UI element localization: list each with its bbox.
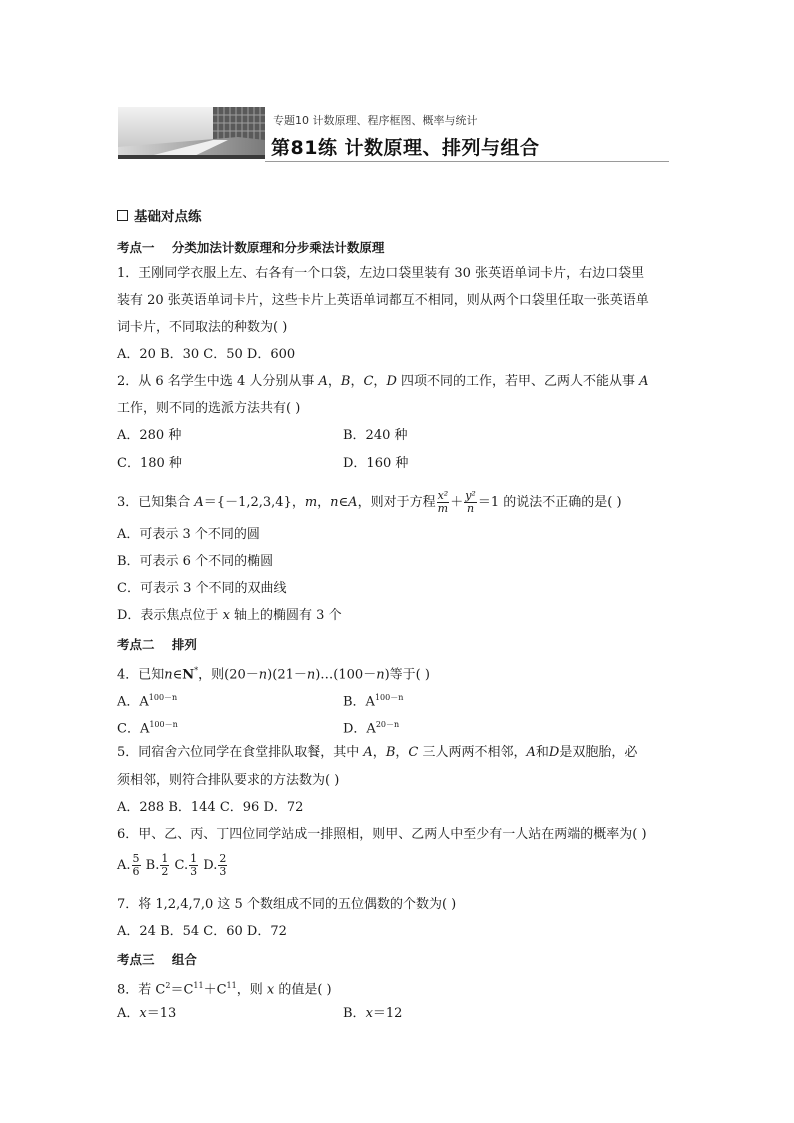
q5-text-d: 是双胞胎，必 [559, 745, 638, 760]
q4-N: N [182, 667, 195, 683]
q3-fraction-x [437, 490, 450, 515]
q7-line1: 7．将 1,2,4,7,0 这 5 个数组成不同的五位偶数的个数为( ) [117, 897, 457, 912]
q5-var-a2: A [526, 745, 536, 760]
q8-text-c: ＋C [203, 982, 227, 998]
q8-b-var: x [365, 1006, 373, 1021]
q6-d-den: 3 [219, 865, 227, 878]
q6-frac-a [132, 853, 141, 878]
q4-star: * [194, 666, 199, 675]
q5-var-c: C [408, 745, 419, 760]
header-subtitle: 专题10 计数原理、程序框图、概率与统计 [273, 114, 478, 127]
q8-a-var: x [139, 1006, 147, 1021]
q4-mid2: )(21－ [267, 667, 307, 683]
q8-sup1: 2 [165, 981, 171, 990]
q4-c-sup: 100－n [149, 720, 178, 729]
q3-in: ∈ [338, 495, 349, 510]
kaodian-2: 考点二 排列 [117, 637, 197, 652]
q8-sup2: 11 [193, 981, 204, 990]
q2-option-c: C．180 种 [117, 456, 182, 471]
kaodian-1: 考点一 分类加法计数原理和分步乘法计数原理 [117, 240, 385, 255]
q2-text-b: 四项不同的工作，若甲、乙两人不能从事 [396, 374, 640, 389]
q6-d-num: 2 [219, 852, 227, 865]
page-title: 第81练 计数原理、排列与组合 [271, 137, 540, 159]
q3-var-m: m [304, 495, 318, 510]
q2-var-a2: A [639, 374, 649, 389]
header-divider [265, 161, 669, 162]
q8-b-label: B． [343, 1006, 366, 1021]
q2-var-a: A [318, 374, 328, 389]
q4-mid: ，则(20－ [198, 667, 259, 683]
q1-options: A．20 B．30 C．50 D．600 [117, 347, 296, 362]
q6-c-num: 1 [190, 852, 198, 865]
q5-line2: 须相邻，则符合排队要求的方法数为( ) [117, 773, 340, 788]
q4-post: )等于( ) [384, 667, 430, 683]
q3-var-n: n [330, 495, 339, 510]
q3-frac-y-num: y² [465, 489, 476, 502]
q4-in: ∈ [172, 667, 183, 683]
q4-var-n3: n [306, 667, 316, 683]
q3-frac-x-num: x² [437, 489, 449, 502]
q4-a-label: A．A [117, 694, 149, 710]
header-banner-image [118, 107, 265, 159]
q8-text-d: ，则 [236, 982, 267, 998]
q2-line1: 2．从 6 名学生中选 4 人分别从事 A，B，C，D 四项不同的工作，若甲、乙两人不能从事 A [117, 374, 649, 389]
q6-options [117, 853, 228, 879]
q6-c-den: 3 [190, 865, 198, 878]
q2-option-a: A．280 种 [117, 428, 182, 443]
q3-option-c: C．可表示 3 个不同的双曲线 [117, 581, 287, 596]
q6-frac-b [160, 853, 169, 878]
q4-option-c [117, 717, 178, 737]
q4-c-label: C．A [117, 721, 150, 737]
q8-text-e: 的值是( ) [274, 982, 332, 998]
q8-sup3: 11 [226, 981, 237, 990]
q3-d-text2: 轴上的椭圆有 3 个 [229, 608, 342, 623]
q6-label-d: D. [203, 858, 218, 873]
section-title [117, 205, 202, 225]
q2-option-b: B．240 种 [343, 428, 408, 443]
q6-label-c: C. [174, 858, 189, 873]
q6-label-a: A. [117, 858, 131, 873]
q4-mid3: )…(100－ [315, 667, 377, 683]
q3-text-pre: 3．已知集合 [117, 495, 195, 510]
q6-frac-c [189, 853, 198, 878]
q8-text-b: ＝C [170, 982, 194, 998]
q3-var-a2: A [348, 495, 358, 510]
q3-option-b: B．可表示 6 个不同的椭圆 [117, 554, 274, 569]
q4-b-label: B．A [343, 694, 375, 710]
q5-options: A．288 B．144 C．96 D．72 [117, 800, 304, 815]
q4-option-d [343, 717, 399, 737]
q7-options: A．24 B．54 C．60 D．72 [117, 924, 287, 939]
q8-var-x: x [266, 982, 275, 998]
q1-line1: 1．王刚同学衣服上左、右各有一个口袋，左边口袋里装有 30 张英语单词卡片，右边口袋里 [117, 266, 645, 281]
q2-var-b: B [340, 374, 351, 389]
q2-var-c: C [363, 374, 374, 389]
q5-text-b: 三人两两不相邻， [418, 745, 527, 760]
q6-b-den: 2 [161, 865, 169, 878]
q6-line1: 6．甲、乙、丙、丁四位同学站成一排照相，则甲、乙两人中至少有一人站在两端的概率为( ) [117, 827, 647, 842]
kaodian-3: 考点三 组合 [117, 952, 197, 967]
q8-line1 [117, 978, 332, 998]
q4-b-sup: 100－n [374, 693, 404, 702]
q4-var-n2: n [258, 667, 268, 683]
q8-a-value: ＝13 [146, 1006, 177, 1021]
section-title-text: 基础对点练 [134, 209, 202, 225]
q4-var-n: n [164, 667, 173, 683]
q4-option-b [343, 690, 403, 710]
checkbox-square-icon [117, 210, 128, 221]
q5-var-d: D [548, 745, 560, 760]
q3-fraction-y [464, 490, 477, 515]
q1-line3: 词卡片，不同取法的种数为( ) [117, 320, 288, 335]
q4-pre: 4．已知 [117, 667, 165, 683]
q3-var-a: A [194, 495, 204, 510]
q5-text-c: 和 [535, 745, 549, 760]
q8-text-a: 8．若 C [117, 982, 166, 998]
q1-line2: 装有 20 张英语单词卡片，这些卡片上英语单词都互不相同，则从两个口袋里任取一张英语单 [117, 293, 649, 308]
q8-a-label: A． [117, 1006, 140, 1021]
q2-var-d: D [386, 374, 397, 389]
q3-plus: ＋ [450, 495, 464, 510]
q2-text-a: 2．从 6 名学生中选 4 人分别从事 [117, 374, 319, 389]
q3-set: ＝{－1,2,3,4}， [203, 495, 305, 510]
q5-var-b: B [385, 745, 396, 760]
q6-frac-d [218, 853, 227, 878]
q4-d-label: D．A [343, 721, 376, 737]
q4-line1 [117, 663, 430, 683]
q5-line1: 5．同宿舍六位同学在食堂排队取餐，其中 A，B，C 三人两两不相邻，A和D是双胞胎，必 [117, 745, 638, 760]
q4-option-a [117, 690, 177, 710]
q3-option-d [117, 608, 342, 624]
q8-b-value: ＝12 [372, 1006, 403, 1021]
q8-option-b [343, 1006, 402, 1022]
q5-text-a: 5．同宿舍六位同学在食堂排队取餐，其中 [117, 745, 364, 760]
q6-a-den: 6 [132, 865, 140, 878]
q4-var-n4: n [376, 667, 385, 683]
q3-text-eq: ＝1 的说法不正确的是( ) [477, 495, 622, 510]
q3-option-a: A．可表示 3 个不同的圆 [117, 527, 260, 542]
q3-d-text1: D．表示焦点位于 [117, 608, 223, 623]
q3-d-var-x: x [222, 608, 230, 623]
q2-line2: 工作，则不同的选派方法共有( ) [117, 401, 301, 416]
q3-line1: 3．已知集合 A＝{－1,2,3,4}，m，n∈A，则对于方程 $\frac{\text{x²}}{m}$ ＋ $\frac{\text{y²}}{n}$ ＝1 的说法不正确的是( ) [117, 489, 622, 515]
q3-text-mid: ，则对于方程 [357, 495, 436, 510]
q5-var-a: A [363, 745, 373, 760]
q2-option-d: D．160 种 [343, 456, 409, 471]
q6-b-num: 1 [161, 852, 169, 865]
q4-d-sup: 20－n [375, 720, 400, 729]
q3-frac-x-den: m [437, 502, 449, 515]
q3-frac-y-den: n [466, 502, 475, 515]
q6-label-b: B. [145, 858, 160, 873]
q8-option-a [117, 1006, 176, 1022]
q4-a-sup: 100－n [148, 693, 178, 702]
q6-a-num: 5 [132, 852, 140, 865]
